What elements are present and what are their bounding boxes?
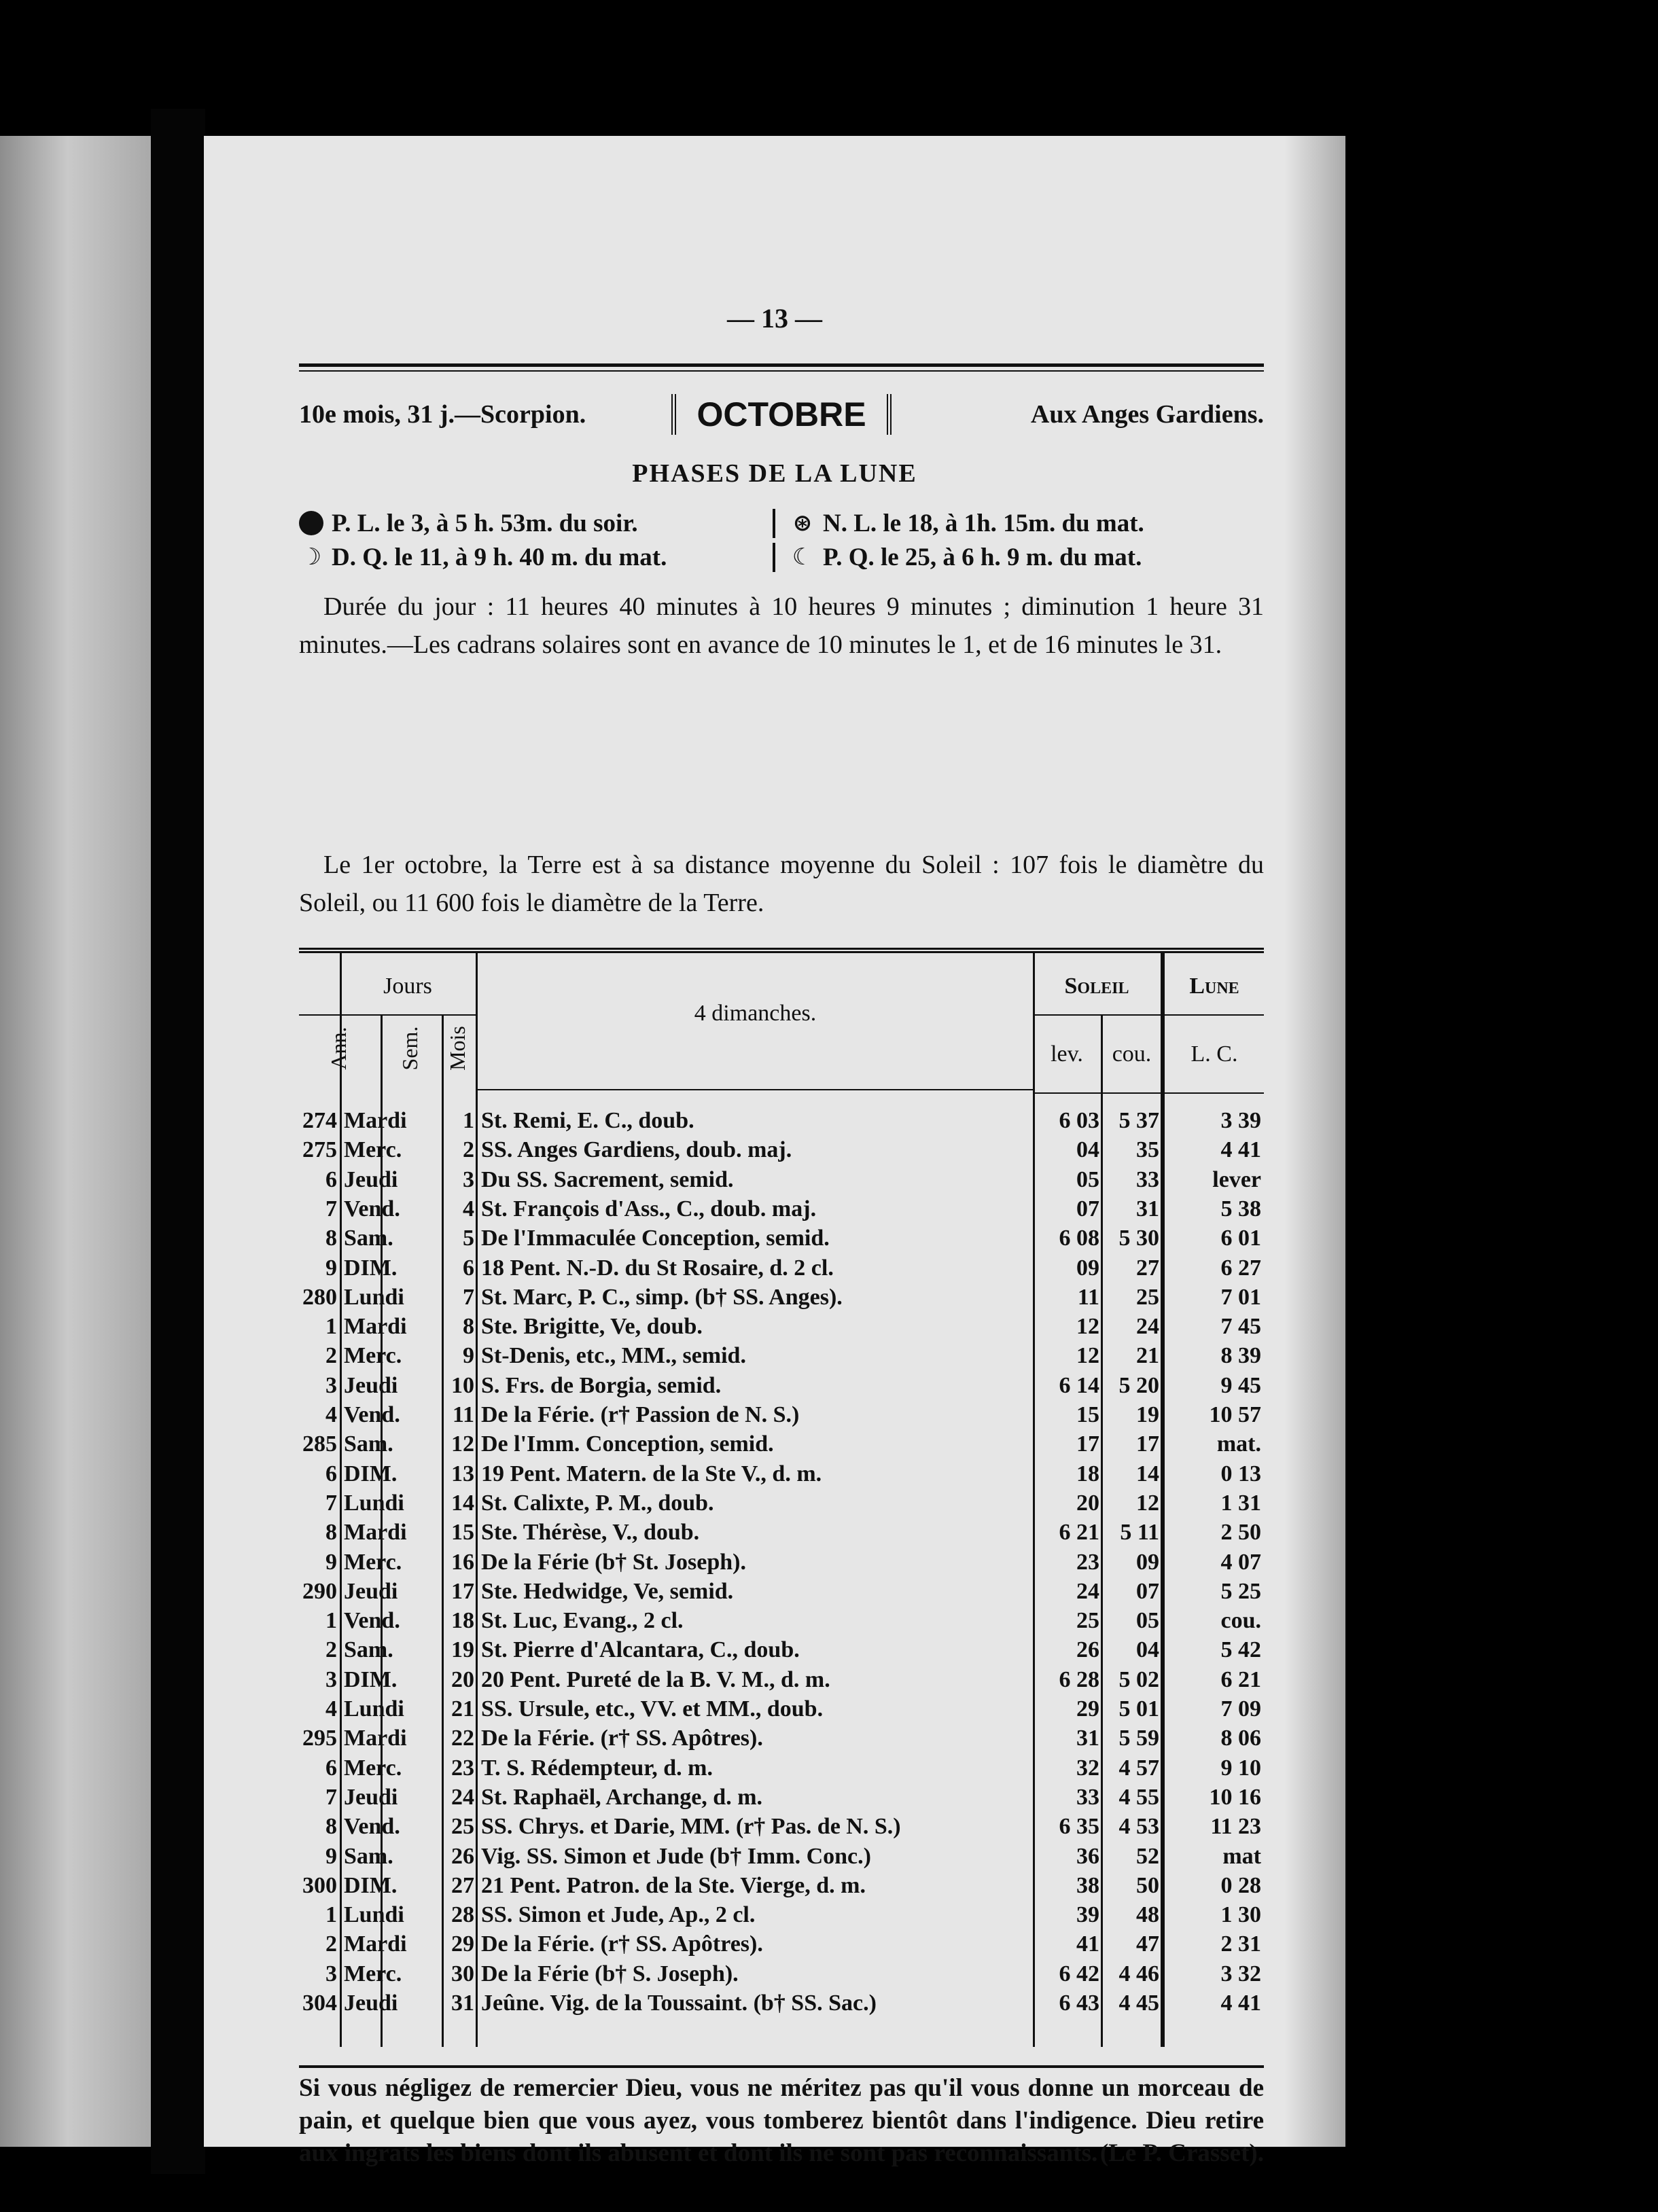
cell-cou: 19 — [1136, 1402, 1159, 1427]
cell-saint: SS. Simon et Jude, Ap., 2 cl. — [481, 1902, 756, 1928]
cell-mois: 27 — [451, 1872, 474, 1898]
cell-saint: De la Férie (b† S. Joseph). — [481, 1961, 739, 1986]
cell-mois: 5 — [463, 1226, 474, 1251]
cell-sem: Merc. — [344, 1755, 402, 1781]
cell-saint: Du SS. Sacrement, semid. — [481, 1166, 734, 1192]
cell-lune: 8 39 — [1220, 1343, 1261, 1369]
cell-ann: 295 — [302, 1726, 337, 1751]
table-row — [299, 1312, 1264, 1341]
cell-lune: 5 38 — [1220, 1196, 1261, 1221]
cell-mois: 28 — [451, 1902, 474, 1928]
cell-cou: 05 — [1136, 1608, 1159, 1634]
cell-ann: 6 — [325, 1166, 337, 1192]
cell-saint: St. Pierre d'Alcantara, C., doub. — [481, 1637, 800, 1663]
header-lev: lev. — [1051, 1041, 1083, 1067]
cell-saint: T. S. Rédempteur, d. m. — [481, 1755, 713, 1781]
almanac-page — [204, 136, 1345, 2167]
cell-cou: 5 37 — [1118, 1108, 1159, 1133]
cell-saint: 21 Pent. Patron. de la Ste. Vierge, d. m. — [481, 1872, 866, 1898]
table-row — [299, 1900, 1264, 1929]
cell-saint: Vig. SS. Simon et Jude (b† Imm. Conc.) — [481, 1843, 871, 1869]
cell-mois: 6 — [463, 1255, 474, 1281]
cell-sem: Mardi — [344, 1314, 407, 1340]
cell-sem: Vend. — [344, 1196, 400, 1221]
cell-lev: 6 21 — [1059, 1520, 1099, 1546]
cell-sem: Lundi — [344, 1902, 404, 1928]
cell-sem: Sam. — [344, 1226, 393, 1251]
cell-saint: 20 Pent. Pureté de la B. V. M., d. m. — [481, 1666, 830, 1692]
cell-lev: 38 — [1076, 1872, 1099, 1898]
cell-lev: 6 43 — [1059, 1991, 1099, 2016]
cell-sem: Vend. — [344, 1402, 400, 1427]
cell-lev: 29 — [1076, 1696, 1099, 1722]
cell-mois: 23 — [451, 1755, 474, 1781]
cell-lev: 6 28 — [1059, 1666, 1099, 1692]
sun-distance-paragraph: Le 1er octobre, la Terre est à sa distance moyenne du Soleil : 107 fois le diamètre du Soleil, ou 11 600 fois le diamètre de la Terre. — [299, 851, 1264, 917]
table-row — [299, 1665, 1264, 1694]
table-row — [299, 1548, 1264, 1577]
cell-cou: 5 02 — [1118, 1666, 1159, 1692]
cell-ann: 2 — [325, 1343, 337, 1369]
cell-cou: 47 — [1136, 1931, 1159, 1957]
cell-lune: 0 13 — [1220, 1461, 1261, 1486]
phase-text: D. Q. le 11, à 9 h. 40 m. du mat. — [332, 543, 667, 571]
cell-lune: 7 45 — [1220, 1314, 1261, 1340]
cell-lune: 10 16 — [1209, 1784, 1261, 1810]
header-jours: Jours — [383, 974, 432, 999]
cell-lev: 09 — [1076, 1255, 1099, 1281]
cell-cou: 07 — [1136, 1578, 1159, 1604]
cell-sem: Sam. — [344, 1637, 393, 1663]
cell-lune: 3 32 — [1220, 1961, 1261, 1986]
cell-mois: 2 — [463, 1137, 474, 1163]
cell-lev: 04 — [1076, 1137, 1099, 1163]
table-row — [299, 1929, 1264, 1959]
table-row — [299, 1959, 1264, 1988]
cell-cou: 35 — [1136, 1137, 1159, 1163]
cell-ann: 1 — [325, 1902, 337, 1928]
cell-lune: 4 41 — [1220, 1137, 1261, 1163]
cell-saint: Ste. Hedwidge, Ve, semid. — [481, 1578, 734, 1604]
cell-sem: Mardi — [344, 1931, 407, 1957]
cell-ann: 3 — [325, 1961, 337, 1986]
cell-sem: Jeudi — [344, 1991, 398, 2016]
cell-saint: De la Férie. (r† SS. Apôtres). — [481, 1726, 763, 1751]
table-row — [299, 1783, 1264, 1812]
cell-sem: Lundi — [344, 1490, 404, 1516]
cell-lune: 10 57 — [1209, 1402, 1261, 1427]
cell-lev: 12 — [1076, 1343, 1099, 1369]
cell-sem: Jeudi — [344, 1578, 398, 1604]
top-rule — [299, 363, 1264, 367]
cell-cou: 5 59 — [1118, 1726, 1159, 1751]
cell-lev: 41 — [1076, 1931, 1099, 1957]
cell-sem: Mardi — [344, 1520, 407, 1546]
cell-sem: Merc. — [344, 1961, 402, 1986]
cell-saint: SS. Anges Gardiens, doub. maj. — [481, 1137, 792, 1163]
cell-lev: 31 — [1076, 1726, 1099, 1751]
cell-lev: 6 42 — [1059, 1961, 1099, 1986]
cell-cou: 52 — [1136, 1843, 1159, 1869]
cell-ann: 9 — [325, 1843, 337, 1869]
cell-mois: 3 — [463, 1166, 474, 1192]
cell-cou: 4 53 — [1118, 1814, 1159, 1840]
page-number: — 13 — — [727, 303, 822, 334]
cell-mois: 1 — [463, 1108, 474, 1133]
cell-sem: Vend. — [344, 1608, 400, 1634]
cell-ann: 3 — [325, 1666, 337, 1692]
cell-ann: 290 — [302, 1578, 337, 1604]
cell-mois: 22 — [451, 1726, 474, 1751]
cell-saint: St. Marc, P. C., simp. (b† SS. Anges). — [481, 1284, 843, 1310]
cell-cou: 04 — [1136, 1637, 1159, 1663]
cell-saint: De l'Imm. Conception, semid. — [481, 1431, 774, 1457]
cell-cou: 33 — [1136, 1166, 1159, 1192]
phase-full-moon — [299, 509, 773, 538]
cell-lev: 05 — [1076, 1166, 1099, 1192]
header-soleil: Soleil — [1064, 974, 1129, 999]
table-row — [299, 1459, 1264, 1488]
table-row — [299, 1135, 1264, 1164]
phase-text: P. Q. le 25, à 6 h. 9 m. du mat. — [823, 543, 1142, 571]
top-rule-thin — [299, 370, 1264, 372]
day-length-paragraph: Durée du jour : 11 heures 40 minutes à 10 heures 9 minutes ; diminution 1 heure 31 minutes.—Les cadrans solaires sont en avance de 10 minutes le 1, et de 16 minutes le 31. — [299, 592, 1264, 659]
cell-lev: 6 14 — [1059, 1372, 1099, 1398]
moon-phases-title: PHASES DE LA LUNE — [632, 459, 917, 488]
footnote-quote — [299, 2065, 1264, 2170]
cell-ann: 304 — [302, 1991, 337, 2016]
table-row — [299, 1812, 1264, 1841]
cell-ann: 9 — [325, 1549, 337, 1575]
cell-lev: 12 — [1076, 1314, 1099, 1340]
cell-cou: 5 20 — [1118, 1372, 1159, 1398]
table-row — [299, 1283, 1264, 1312]
cell-cou: 4 55 — [1118, 1784, 1159, 1810]
cell-ann: 6 — [325, 1755, 337, 1781]
cell-lev: 24 — [1076, 1578, 1099, 1604]
moon-phases — [299, 506, 1264, 574]
cell-cou: 21 — [1136, 1343, 1159, 1369]
cell-cou: 25 — [1136, 1284, 1159, 1310]
cell-ann: 285 — [302, 1431, 337, 1457]
cell-mois: 8 — [463, 1314, 474, 1340]
cell-lune: 6 27 — [1220, 1255, 1261, 1281]
cell-lev: 23 — [1076, 1549, 1099, 1575]
cell-cou: 4 45 — [1118, 1991, 1159, 2016]
cell-saint: Jeûne. Vig. de la Toussaint. (b† SS. Sac.) — [481, 1991, 877, 2016]
table-row — [299, 1518, 1264, 1547]
cell-sem: Mardi — [344, 1726, 407, 1751]
cell-cou: 09 — [1136, 1549, 1159, 1575]
cell-lune: 5 25 — [1220, 1578, 1261, 1604]
cell-mois: 15 — [451, 1520, 474, 1546]
cell-lune: 2 50 — [1220, 1520, 1261, 1546]
cell-mois: 13 — [451, 1461, 474, 1486]
cell-lune: 1 30 — [1220, 1902, 1261, 1928]
table-row — [299, 1724, 1264, 1753]
cell-ann: 8 — [325, 1814, 337, 1840]
cell-lune: 1 31 — [1220, 1490, 1261, 1516]
cell-saint: SS. Chrys. et Darie, MM. (r† Pas. de N. S.) — [481, 1814, 901, 1840]
cell-sem: Vend. — [344, 1814, 400, 1840]
page-gutter — [151, 109, 205, 2174]
cell-lev: 07 — [1076, 1196, 1099, 1221]
cell-saint: St. Luc, Evang., 2 cl. — [481, 1608, 684, 1634]
cell-lune: 8 06 — [1220, 1726, 1261, 1751]
cell-lune: 9 45 — [1220, 1372, 1261, 1398]
cell-lev: 32 — [1076, 1755, 1099, 1781]
cell-cou: 14 — [1136, 1461, 1159, 1486]
cell-lune: lever — [1212, 1166, 1261, 1192]
cell-sem: Merc. — [344, 1549, 402, 1575]
cell-saint: 19 Pent. Matern. de la Ste V., d. m. — [481, 1461, 822, 1486]
cell-ann: 8 — [325, 1226, 337, 1251]
cell-ann: 8 — [325, 1520, 337, 1546]
cell-lune: cou. — [1220, 1608, 1261, 1634]
cell-cou: 5 30 — [1118, 1226, 1159, 1251]
cell-saint: Ste. Brigitte, Ve, doub. — [481, 1314, 703, 1340]
calendar-table — [299, 948, 1264, 2047]
month-header — [299, 391, 1264, 438]
cell-ann: 7 — [325, 1490, 337, 1516]
cell-mois: 31 — [451, 1991, 474, 2016]
cell-saint: SS. Ursule, etc., VV. et MM., doub. — [481, 1696, 824, 1722]
table-row — [299, 1194, 1264, 1224]
cell-saint: St. Remi, E. C., doub. — [481, 1108, 694, 1133]
cell-ann: 7 — [325, 1196, 337, 1221]
cell-ann: 2 — [325, 1637, 337, 1663]
cell-cou: 4 57 — [1118, 1755, 1159, 1781]
table-row — [299, 1429, 1264, 1459]
cell-saint: 18 Pent. N.-D. du St Rosaire, d. 2 cl. — [481, 1255, 834, 1281]
cell-cou: 31 — [1136, 1196, 1159, 1221]
header-mois: Mois — [445, 1026, 470, 1071]
cell-sem: Merc. — [344, 1343, 402, 1369]
cell-cou: 5 11 — [1120, 1520, 1159, 1546]
cell-lune: mat. — [1216, 1431, 1261, 1457]
cell-lev: 6 03 — [1059, 1108, 1099, 1133]
cell-lev: 25 — [1076, 1608, 1099, 1634]
cell-cou: 5 01 — [1118, 1696, 1159, 1722]
cell-lev: 36 — [1076, 1843, 1099, 1869]
month-title: OCTOBRE — [671, 394, 891, 435]
cell-lune: 7 09 — [1220, 1696, 1261, 1722]
table-row — [299, 1988, 1264, 2018]
cell-mois: 17 — [451, 1578, 474, 1604]
cell-lev: 18 — [1076, 1461, 1099, 1486]
table-row — [299, 1606, 1264, 1635]
header-sem: Sem. — [398, 1026, 422, 1071]
cell-sem: Lundi — [344, 1696, 404, 1722]
table-row — [299, 1371, 1264, 1400]
cell-cou: 4 46 — [1118, 1961, 1159, 1986]
cell-sem: Lundi — [344, 1284, 404, 1310]
cell-lev: 26 — [1076, 1637, 1099, 1663]
cell-ann: 275 — [302, 1137, 337, 1163]
cell-sem: Jeudi — [344, 1166, 398, 1192]
cell-lune: 4 41 — [1220, 1991, 1261, 2016]
footnote-author: (Le P. Crasset). — [1099, 2139, 1264, 2167]
cell-sem: DIM. — [344, 1461, 398, 1486]
table-row — [299, 1488, 1264, 1518]
cell-lev: 20 — [1076, 1490, 1099, 1516]
cell-sem: Jeudi — [344, 1784, 398, 1810]
cell-lev: 6 35 — [1059, 1814, 1099, 1840]
cell-ann: 9 — [325, 1255, 337, 1281]
cell-sem: Jeudi — [344, 1372, 398, 1398]
cell-mois: 19 — [451, 1637, 474, 1663]
cell-saint: De la Férie. (r† SS. Apôtres). — [481, 1931, 763, 1957]
cell-cou: 12 — [1136, 1490, 1159, 1516]
cell-mois: 25 — [451, 1814, 474, 1840]
cell-ann: 300 — [302, 1872, 337, 1898]
cell-lune: 11 23 — [1210, 1814, 1261, 1840]
header-dimanches: 4 dimanches. — [694, 1001, 817, 1026]
cell-cou: 27 — [1136, 1255, 1159, 1281]
cell-lune: 4 07 — [1220, 1549, 1261, 1575]
cell-lune: 6 01 — [1220, 1226, 1261, 1251]
table-row — [299, 1577, 1264, 1606]
cell-saint: De la Férie (b† St. Joseph). — [481, 1549, 747, 1575]
cell-ann: 6 — [325, 1461, 337, 1486]
cell-saint: St. François d'Ass., C., doub. maj. — [481, 1196, 817, 1221]
cell-saint: Ste. Thérèse, V., doub. — [481, 1520, 700, 1546]
cell-sem: DIM. — [344, 1666, 398, 1692]
cell-lune: 6 21 — [1220, 1666, 1261, 1692]
cell-saint: De la Férie. (r† Passion de N. S.) — [481, 1402, 800, 1427]
cell-lune: mat — [1222, 1843, 1261, 1869]
cell-mois: 12 — [451, 1431, 474, 1457]
cell-lev: 11 — [1077, 1284, 1099, 1310]
cell-saint: St. Raphaël, Archange, d. m. — [481, 1784, 763, 1810]
cell-mois: 24 — [451, 1784, 474, 1810]
month-info: 10e mois, 31 j.—Scorpion. — [299, 400, 586, 429]
cell-mois: 26 — [451, 1843, 474, 1869]
header-lc: L. C. — [1190, 1041, 1238, 1067]
cell-ann: 1 — [325, 1608, 337, 1634]
cell-mois: 20 — [451, 1666, 474, 1692]
cell-mois: 7 — [463, 1284, 474, 1310]
cell-mois: 4 — [463, 1196, 474, 1221]
cell-mois: 30 — [451, 1961, 474, 1986]
cell-lune: 3 39 — [1220, 1108, 1261, 1133]
phase-first-quarter — [773, 543, 1264, 572]
last-quarter-icon: ☽ — [300, 543, 322, 571]
cell-mois: 11 — [452, 1402, 474, 1427]
cell-saint: St-Denis, etc., MM., semid. — [481, 1343, 746, 1369]
table-row — [299, 1753, 1264, 1783]
cell-lev: 15 — [1076, 1402, 1099, 1427]
cell-saint: De l'Immaculée Conception, semid. — [481, 1226, 830, 1251]
cell-mois: 10 — [451, 1372, 474, 1398]
cell-sem: DIM. — [344, 1255, 398, 1281]
adjacent-page-fragment — [0, 136, 151, 2147]
cell-lev: 33 — [1076, 1784, 1099, 1810]
table-row — [299, 1635, 1264, 1664]
cell-cou: 50 — [1136, 1872, 1159, 1898]
cell-mois: 29 — [451, 1931, 474, 1957]
phase-new-moon — [773, 509, 1264, 538]
cell-ann: 7 — [325, 1784, 337, 1810]
month-dedication: Aux Anges Gardiens. — [1030, 400, 1265, 429]
cell-saint: S. Frs. de Borgia, semid. — [481, 1372, 722, 1398]
new-moon-icon: ⊛ — [792, 510, 813, 537]
cell-ann: 274 — [302, 1108, 337, 1133]
cell-lev: 6 08 — [1059, 1226, 1099, 1251]
cell-ann: 2 — [325, 1931, 337, 1957]
cell-ann: 4 — [325, 1696, 337, 1722]
header-lune: Lune — [1189, 974, 1239, 999]
phase-text: P. L. le 3, à 5 h. 53m. du soir. — [332, 509, 638, 537]
first-quarter-icon: ☾ — [792, 543, 813, 571]
table-row — [299, 1253, 1264, 1283]
table-row — [299, 1224, 1264, 1253]
cell-ann: 4 — [325, 1402, 337, 1427]
cell-lune: 2 31 — [1220, 1931, 1261, 1957]
cell-cou: 48 — [1136, 1902, 1159, 1928]
cell-ann: 1 — [325, 1314, 337, 1340]
cell-lune: 0 28 — [1220, 1872, 1261, 1898]
cell-mois: 21 — [451, 1696, 474, 1722]
cell-sem: Sam. — [344, 1843, 393, 1869]
cell-sem: DIM. — [344, 1872, 398, 1898]
cell-mois: 16 — [451, 1549, 474, 1575]
cell-mois: 18 — [451, 1608, 474, 1634]
header-cou: cou. — [1112, 1041, 1152, 1067]
table-row — [299, 1871, 1264, 1900]
table-row — [299, 1694, 1264, 1724]
header-ann: Ann. — [326, 1027, 351, 1070]
cell-mois: 9 — [463, 1343, 474, 1369]
cell-lev: 39 — [1076, 1902, 1099, 1928]
cell-sem: Mardi — [344, 1108, 407, 1133]
cell-mois: 14 — [451, 1490, 474, 1516]
cell-saint: St. Calixte, P. M., doub. — [481, 1490, 714, 1516]
cell-sem: Merc. — [344, 1137, 402, 1163]
cell-ann: 3 — [325, 1372, 337, 1398]
cell-lune: 9 10 — [1220, 1755, 1261, 1781]
table-row — [299, 1341, 1264, 1370]
cell-cou: 17 — [1136, 1431, 1159, 1457]
cell-ann: 280 — [302, 1284, 337, 1310]
table-row — [299, 1106, 1264, 1135]
cell-cou: 24 — [1136, 1314, 1159, 1340]
cell-sem: Sam. — [344, 1431, 393, 1457]
cell-lune: 5 42 — [1220, 1637, 1261, 1663]
phase-last-quarter — [299, 543, 773, 572]
table-row — [299, 1165, 1264, 1194]
cell-lune: 7 01 — [1220, 1284, 1261, 1310]
footnote-text: Si vous négligez de remercier Dieu, vous ne méritez pas qu'il vous donne un morceau de pain, et quelque bien que vous ayez, vous tomberez bientôt dans l'indigence. Dieu retire aux ingrats les biens dont ils abusent et dont ils ne sont pas reconnaissants. — [299, 2074, 1264, 2167]
cell-lev: 17 — [1076, 1431, 1099, 1457]
table-row — [299, 1400, 1264, 1429]
phase-text: N. L. le 18, à 1h. 15m. du mat. — [823, 509, 1144, 537]
table-row — [299, 1842, 1264, 1871]
full-moon-icon — [299, 511, 323, 535]
